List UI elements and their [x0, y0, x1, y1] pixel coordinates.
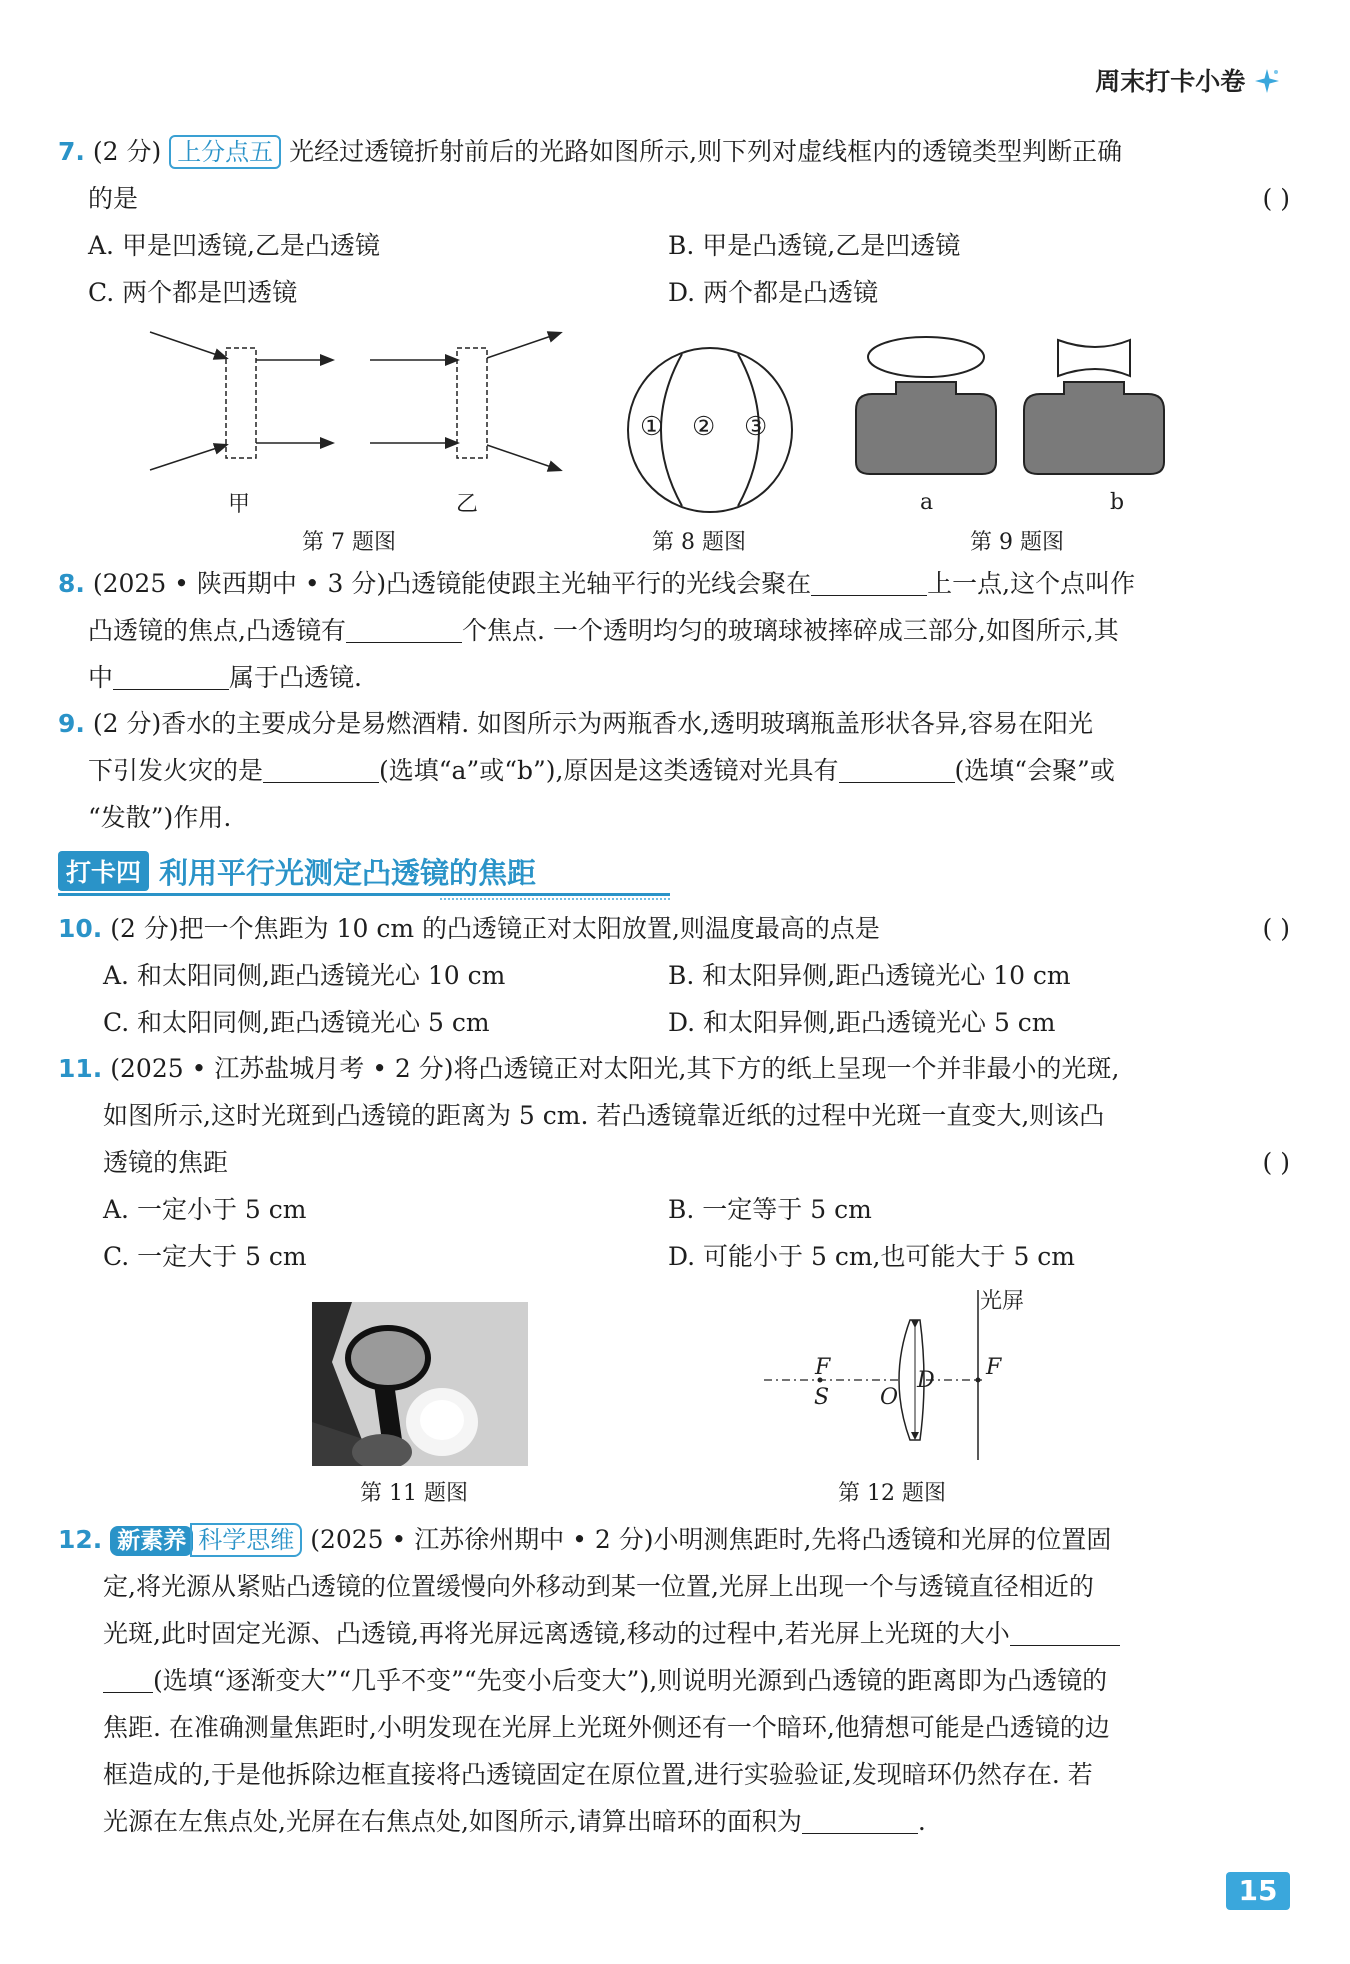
label-a: a: [920, 490, 934, 515]
question-text: .: [917, 1807, 926, 1836]
label-yi: 乙: [456, 492, 479, 517]
label-b: b: [1110, 490, 1125, 515]
question-text: 下引发火灾的是: [88, 756, 264, 785]
section-underline: [58, 893, 670, 896]
option-d: D. 和太阳异侧,距凸透镜光心 5 cm: [668, 1008, 1056, 1037]
focus-left-label: F: [815, 1355, 831, 1380]
question-number: 11.: [58, 1054, 103, 1083]
question-tag-secondary: 科学思维: [190, 1523, 302, 1557]
question-number: 9.: [58, 709, 85, 738]
piece-3-label: ③: [744, 412, 768, 442]
section-dotted-line: [440, 898, 670, 900]
answer-blank[interactable]: [263, 752, 379, 783]
figure-7-caption: 第 7 题图: [302, 530, 396, 555]
question-text: 凸透镜的焦点,凸透镜有: [88, 616, 346, 645]
question-text: (选填“会聚”或: [954, 756, 1115, 785]
question-text: (2025 • 陕西期中 • 3 分)凸透镜能使跟主光轴平行的光线会聚在: [92, 569, 812, 598]
sparkle-icon: [1254, 68, 1280, 94]
answer-blank-continued[interactable]: [103, 1662, 153, 1693]
figure-11-photo: [312, 1302, 528, 1466]
question-text: “发散”)作用.: [88, 803, 232, 832]
answer-blank[interactable]: [811, 565, 927, 596]
question-12: [58, 1516, 1290, 1845]
question-score: (2 分): [92, 137, 162, 166]
bottle-a-body: [856, 382, 996, 474]
option-c: C. 一定大于 5 cm: [103, 1242, 307, 1271]
magnifier-lens: [348, 1328, 428, 1388]
question-tag: 上分点五: [169, 135, 281, 169]
question-number: 12.: [58, 1525, 103, 1554]
question-number: 10.: [58, 914, 103, 943]
page-header: [1095, 62, 1280, 98]
answer-blank[interactable]: [346, 612, 462, 643]
figure-9-caption: 第 9 题图: [970, 530, 1064, 555]
piece-2-label: ②: [692, 412, 716, 442]
lens-box-yi: [457, 348, 487, 458]
option-b: B. 一定等于 5 cm: [668, 1195, 872, 1224]
answer-paren: ( ): [1262, 1148, 1290, 1177]
option-a: A. 和太阳同侧,距凸透镜光心 10 cm: [103, 961, 506, 990]
option-b: B. 甲是凸透镜,乙是凹透镜: [668, 231, 961, 260]
question-text: 框造成的,于是他拆除边框直接将凸透镜固定在原位置,进行实验验证,发现暗环仍然存在. 若: [103, 1760, 1093, 1789]
section-badge: 打卡四: [58, 851, 149, 891]
question-text: (选填“a”或“b”),原因是这类透镜对光具有: [379, 756, 839, 785]
label-jia: 甲: [228, 492, 251, 517]
answer-paren: ( ): [1262, 184, 1290, 213]
bottle-b-body: [1024, 382, 1164, 474]
question-text: 属于凸透镜.: [229, 663, 362, 692]
question-text: 光经过透镜折射前后的光路如图所示,则下列对虚线框内的透镜类型判断正确: [289, 137, 1123, 166]
figure-9-diagram: [846, 332, 1206, 482]
question-text: (选填“逐渐变大”“几乎不变”“先变小后变大”),则说明光源到凸透镜的距离即为凸透镜的: [153, 1666, 1108, 1695]
figure-8-caption: 第 8 题图: [652, 530, 746, 555]
question-tag-primary: 新素养: [110, 1526, 193, 1556]
figure-7-diagram: [140, 320, 580, 520]
question-text: (2025 • 江苏徐州期中 • 2 分)小明测焦距时,先将凸透镜和光屏的位置固: [310, 1525, 1112, 1554]
answer-blank[interactable]: [802, 1803, 918, 1834]
figure-11-caption: 第 11 题图: [360, 1481, 468, 1506]
section-header: [58, 850, 536, 892]
bottle-b-cap: [1058, 340, 1130, 376]
question-text: (2 分)把一个焦距为 10 cm 的凸透镜正对太阳放置,则温度最高的点是: [110, 914, 880, 943]
question-11: [58, 1045, 1290, 1280]
question-text: 焦距. 在准确测量焦距时,小明发现在光屏上光斑外侧还有一个暗环,他猜想可能是凸透镜的边: [103, 1713, 1110, 1742]
answer-blank[interactable]: [113, 659, 229, 690]
figure-12-diagram: [760, 1290, 1020, 1470]
option-b: B. 和太阳异侧,距凸透镜光心 10 cm: [668, 961, 1071, 990]
option-d: D. 两个都是凸透镜: [668, 278, 879, 307]
question-text: (2 分)香水的主要成分是易燃酒精. 如图所示为两瓶香水,透明玻璃瓶盖形状各异,容易在阳光: [92, 709, 1094, 738]
question-number: 8.: [58, 569, 85, 598]
question-text: 光源在左焦点处,光屏在右焦点处,如图所示,请算出暗环的面积为: [103, 1807, 802, 1836]
answer-paren: ( ): [1262, 914, 1290, 943]
question-text: 的是: [88, 184, 139, 213]
question-text: (2025 • 江苏盐城月考 • 2 分)将凸透镜正对太阳光,其下方的纸上呈现一个并非最小的光斑,: [110, 1054, 1120, 1083]
answer-blank[interactable]: [1010, 1615, 1120, 1646]
screen-label: 光屏: [980, 1289, 1025, 1314]
bottle-a-cap: [868, 337, 984, 377]
section-title: 利用平行光测定凸透镜的焦距: [159, 855, 537, 890]
option-c: C. 和太阳同侧,距凸透镜光心 5 cm: [103, 1008, 490, 1037]
question-text: 上一点,这个点叫作: [927, 569, 1136, 598]
question-9: [58, 700, 1290, 841]
option-d: D. 可能小于 5 cm,也可能大于 5 cm: [668, 1242, 1076, 1271]
focus-right-label: F: [986, 1355, 1002, 1380]
diameter-label: D: [917, 1368, 935, 1393]
question-text: 个焦点. 一个透明均匀的玻璃球被摔碎成三部分,如图所示,其: [461, 616, 1119, 645]
option-a: A. 甲是凹透镜,乙是凸透镜: [88, 231, 380, 260]
question-10: [58, 905, 1290, 1046]
question-8: [58, 560, 1290, 701]
page-number: 15: [1226, 1872, 1290, 1910]
piece-1-label: ①: [640, 412, 664, 442]
question-text: 如图所示,这时光斑到凸透镜的距离为 5 cm. 若凸透镜靠近纸的过程中光斑一直变大,则该凸: [103, 1101, 1105, 1130]
figure-12-caption: 第 12 题图: [838, 1481, 946, 1506]
option-a: A. 一定小于 5 cm: [103, 1195, 307, 1224]
question-text: 光斑,此时固定光源、凸透镜,再将光屏远离透镜,移动的过程中,若光屏上光斑的大小: [103, 1619, 1010, 1648]
lens-box-jia: [226, 348, 256, 458]
header-title: 周末打卡小卷: [1095, 67, 1246, 96]
question-number: 7.: [58, 137, 85, 166]
answer-blank[interactable]: [839, 752, 955, 783]
option-c: C. 两个都是凹透镜: [88, 278, 298, 307]
question-text: 透镜的焦距: [103, 1148, 229, 1177]
optical-center-label: O: [880, 1385, 899, 1410]
question-7: [58, 128, 1290, 316]
source-label: S: [814, 1385, 830, 1410]
question-text: 中: [88, 663, 114, 692]
question-text: 定,将光源从紧贴凸透镜的位置缓慢向外移动到某一位置,光屏上出现一个与透镜直径相近的: [103, 1572, 1094, 1601]
